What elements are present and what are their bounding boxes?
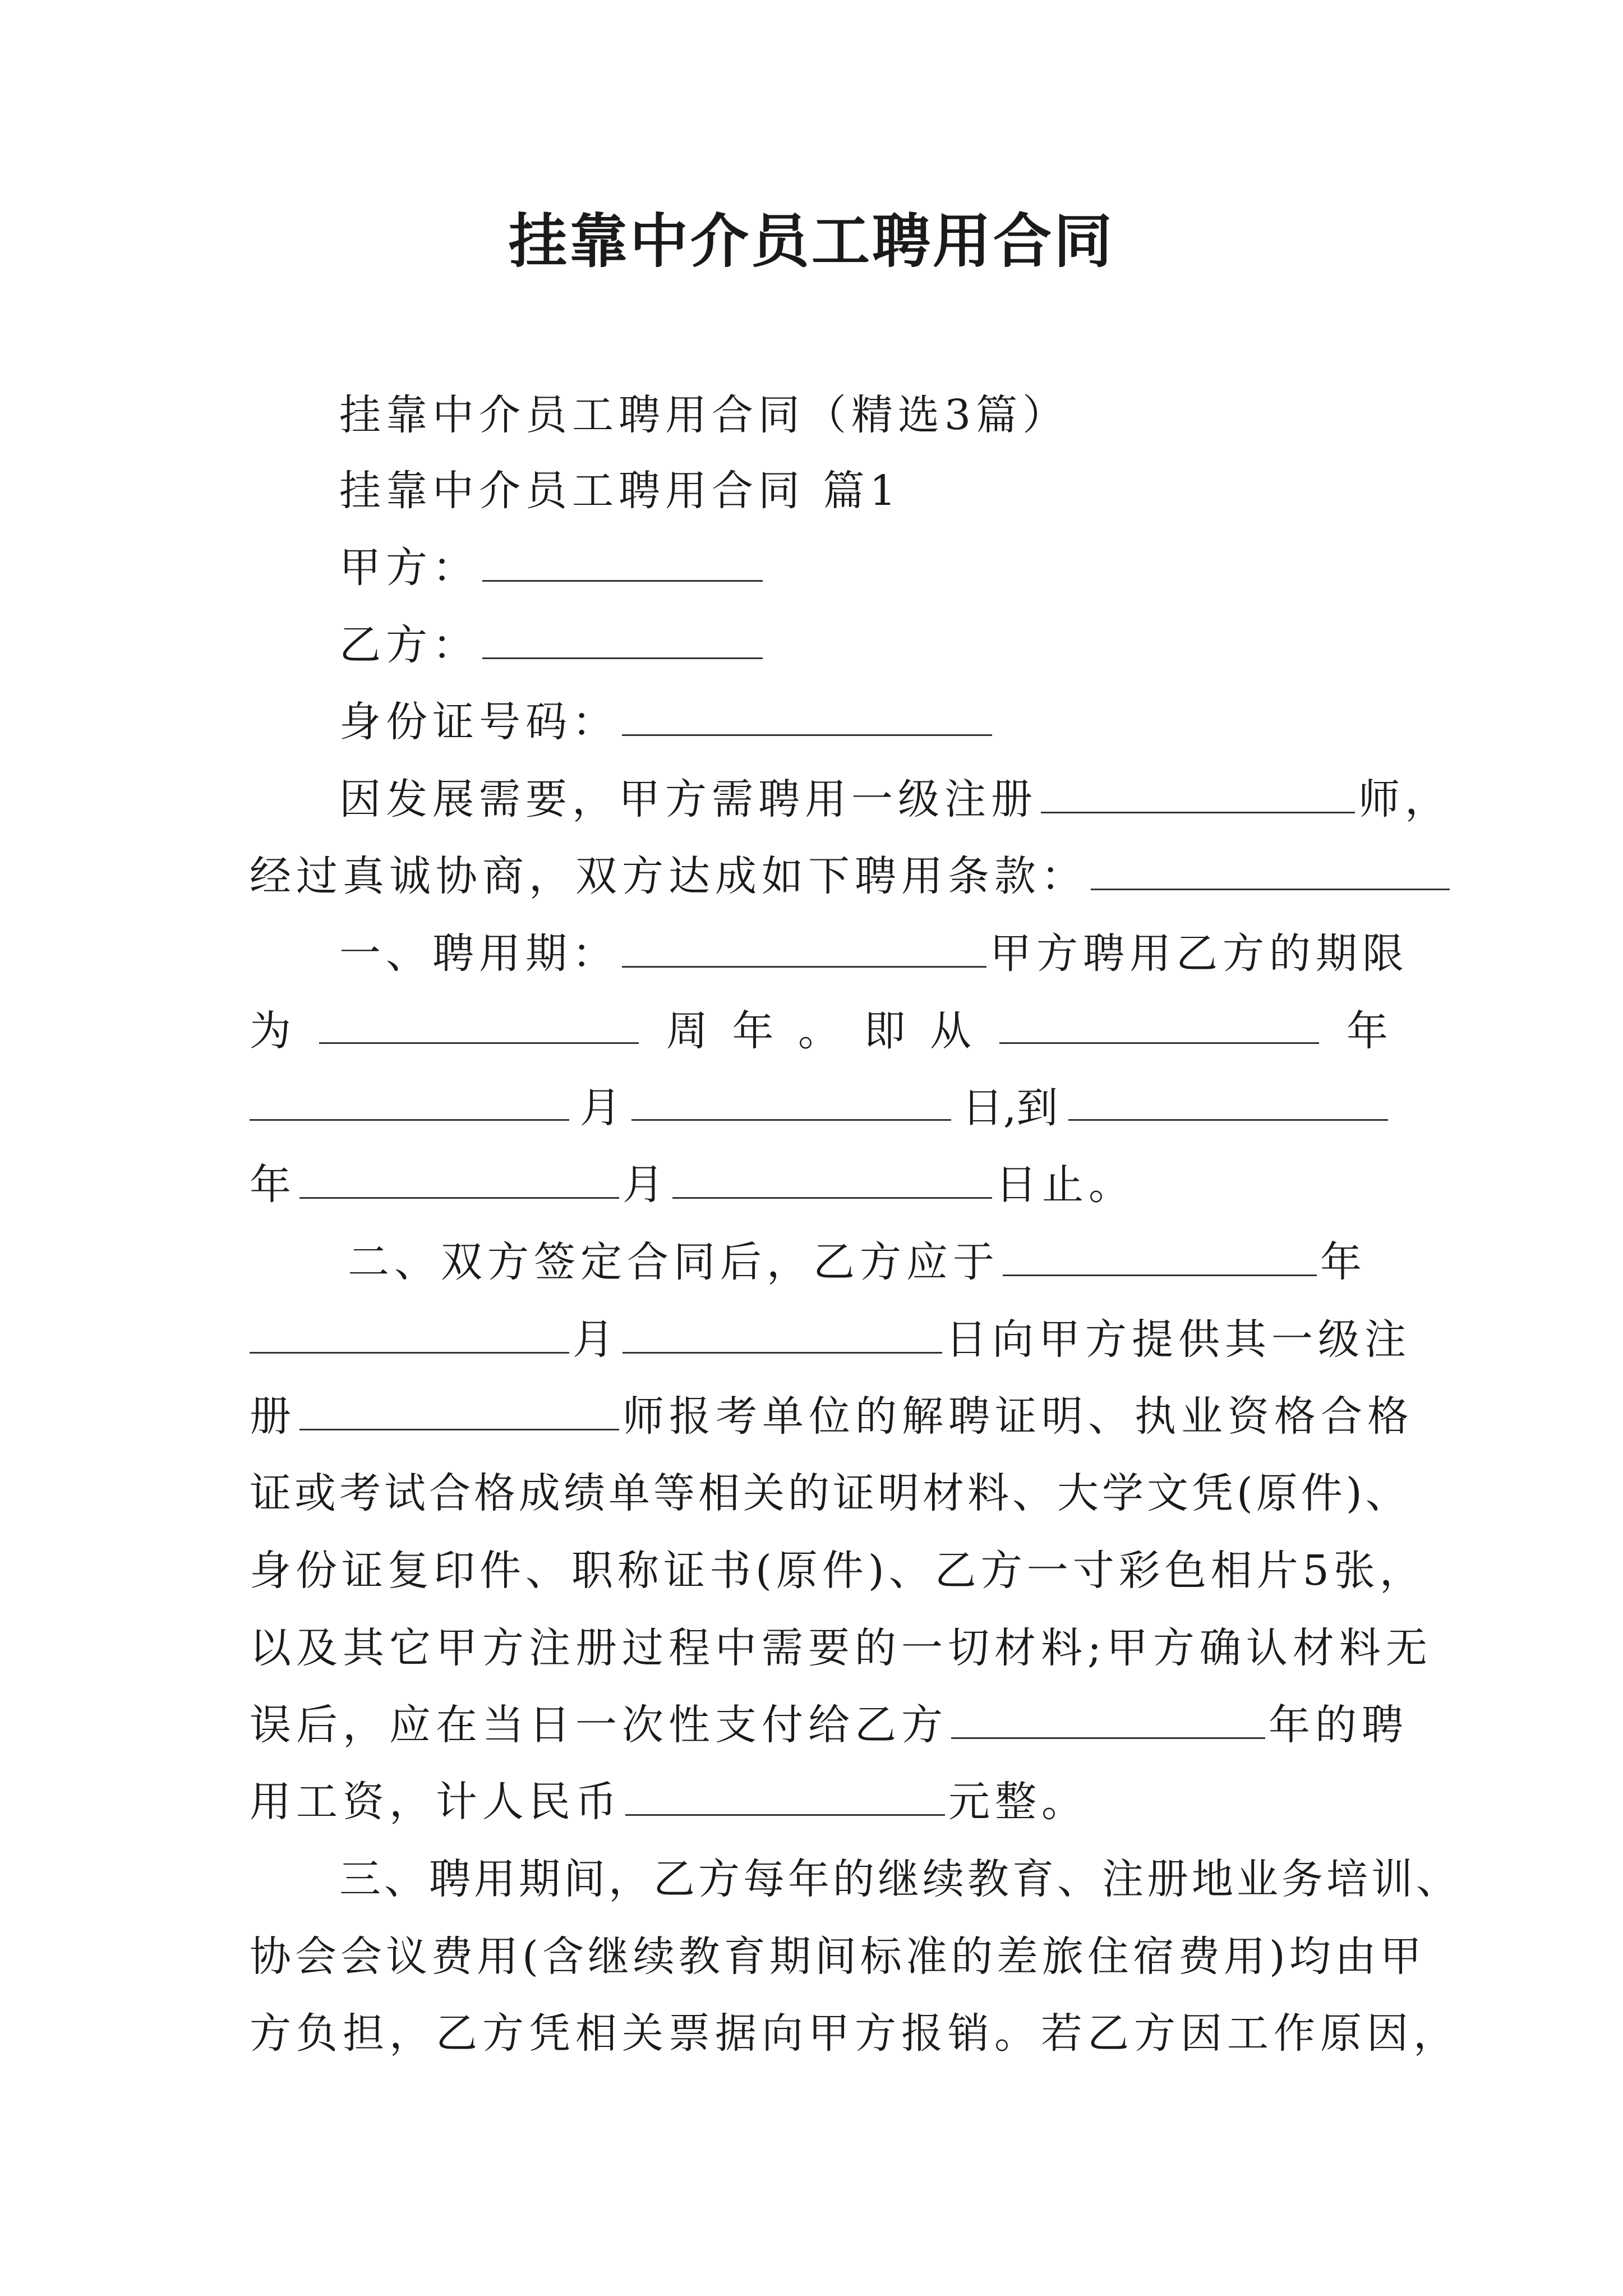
clause-2-line <box>250 1543 1426 1599</box>
clause-1-label: 一、聘用期： <box>339 930 619 978</box>
section-heading-text: 挂靠中介员工聘用合同 篇1 <box>339 467 901 515</box>
paragraph-text: 年 <box>1320 1238 1367 1286</box>
paragraph-text: 甲方聘用乙方的期限 <box>990 930 1409 978</box>
end-year-blank[interactable] <box>1068 1080 1388 1121</box>
paragraph-text: 。 <box>798 1007 840 1055</box>
clause-2-line <box>250 1620 1432 1676</box>
paragraph-text: 师， <box>1358 775 1451 823</box>
paragraph-text: 以及其它甲方注册过程中需要的一切材料;甲方确认材料无 <box>250 1624 1432 1672</box>
clause-3-line <box>339 1851 1461 1907</box>
clause-1-line <box>250 1157 1388 1213</box>
paragraph-line <box>339 771 1451 827</box>
clause-1-line <box>250 1003 1388 1059</box>
paragraph-text: 因发展需要，甲方需聘用一级注册 <box>339 775 1038 823</box>
clause-2-line <box>250 1697 1408 1753</box>
profession-blank-2[interactable] <box>299 1389 619 1430</box>
paragraph-text: 经过真诚协商，双方达成如下聘用条款： <box>250 852 1087 900</box>
paragraph-text: 元整。 <box>948 1778 1088 1826</box>
start-month-blank[interactable] <box>250 1080 569 1121</box>
paragraph-text: 周 <box>666 1007 708 1055</box>
paragraph-text: 年 <box>250 1161 296 1209</box>
end-day-blank[interactable] <box>672 1158 992 1199</box>
paragraph-text: 二、双方签定合同后，乙方应于 <box>348 1238 999 1286</box>
id-number-line <box>339 694 1388 750</box>
clause-2-line <box>250 1465 1410 1521</box>
start-day-blank[interactable] <box>631 1080 951 1121</box>
paragraph-text: 年 <box>732 1007 774 1055</box>
paragraph-text: 从 <box>930 1007 971 1055</box>
paragraph-text: 月 <box>623 1161 669 1209</box>
clause-2-line <box>250 1312 1411 1368</box>
paragraph-text: 日止。 <box>995 1161 1135 1209</box>
party-b-label: 乙方： <box>339 621 479 669</box>
salary-years-blank[interactable] <box>951 1698 1265 1739</box>
paragraph-text: 方负担，乙方凭相关票据向甲方报销。若乙方因工作原因， <box>250 2009 1460 2058</box>
id-number-blank[interactable] <box>622 695 992 736</box>
clause-3-line <box>250 2005 1460 2062</box>
party-b-line <box>339 617 1388 673</box>
profession-blank[interactable] <box>1041 772 1355 813</box>
submit-month-blank[interactable] <box>250 1313 569 1354</box>
clause-2-line <box>250 1774 1388 1830</box>
paragraph-text: 日,到 <box>961 1084 1058 1132</box>
amount-blank[interactable] <box>625 1775 945 1816</box>
paragraph-text: 即 <box>864 1007 906 1055</box>
id-number-label: 身份证号码： <box>339 698 619 746</box>
paragraph-text: 月 <box>579 1084 621 1132</box>
clause-3-line <box>250 1929 1426 1985</box>
clause-1-line <box>250 1080 1388 1136</box>
party-b-blank[interactable] <box>482 618 763 659</box>
submit-year-blank[interactable] <box>1003 1235 1317 1276</box>
paragraph-text: 用工资，计人民币 <box>250 1778 622 1826</box>
years-blank[interactable] <box>319 1003 639 1044</box>
document-title: 挂靠中介员工聘用合同 <box>508 206 1114 275</box>
clause-2-line <box>250 1388 1414 1444</box>
party-a-label: 甲方： <box>339 544 479 592</box>
section-heading <box>339 463 1388 519</box>
clause-1-line <box>339 926 1409 982</box>
paragraph-text: 误后，应在当日一次性支付给乙方 <box>250 1701 948 1749</box>
subtitle-text: 挂靠中介员工聘用合同（精选3篇） <box>339 391 1069 439</box>
paragraph-text: 年的聘 <box>1269 1701 1408 1749</box>
paragraph-text: 证或考试合格成绩单等相关的证明材料、大学文凭(原件)、 <box>250 1469 1410 1517</box>
terms-blank[interactable] <box>1091 849 1450 890</box>
paragraph-line <box>250 848 1388 904</box>
party-a-blank[interactable] <box>482 541 763 582</box>
period-blank[interactable] <box>622 927 986 968</box>
paragraph-text: 为 <box>250 1007 291 1055</box>
paragraph-text: 师报考单位的解聘证明、执业资格合格 <box>623 1392 1414 1441</box>
paragraph-text: 年 <box>1347 1007 1388 1055</box>
paragraph-text: 册 <box>250 1392 296 1441</box>
paragraph-text: 日向甲方提供其一级注 <box>946 1315 1411 1364</box>
end-month-blank[interactable] <box>299 1158 619 1199</box>
paragraph-text: 月 <box>573 1315 619 1364</box>
party-a-line <box>339 540 1388 596</box>
paragraph-text: 三、聘用期间，乙方每年的继续教育、注册地业务培训、 <box>339 1855 1461 1903</box>
subtitle-line <box>339 387 1388 443</box>
clause-2-line <box>348 1234 1396 1290</box>
start-year-blank[interactable] <box>999 1003 1319 1044</box>
paragraph-text: 协会会议费用(含继续教育期间标准的差旅住宿费用)均由甲 <box>250 1932 1426 1981</box>
paragraph-text: 身份证复印件、职称证书(原件)、乙方一寸彩色相片5张， <box>250 1547 1426 1595</box>
submit-day-blank[interactable] <box>623 1313 942 1354</box>
